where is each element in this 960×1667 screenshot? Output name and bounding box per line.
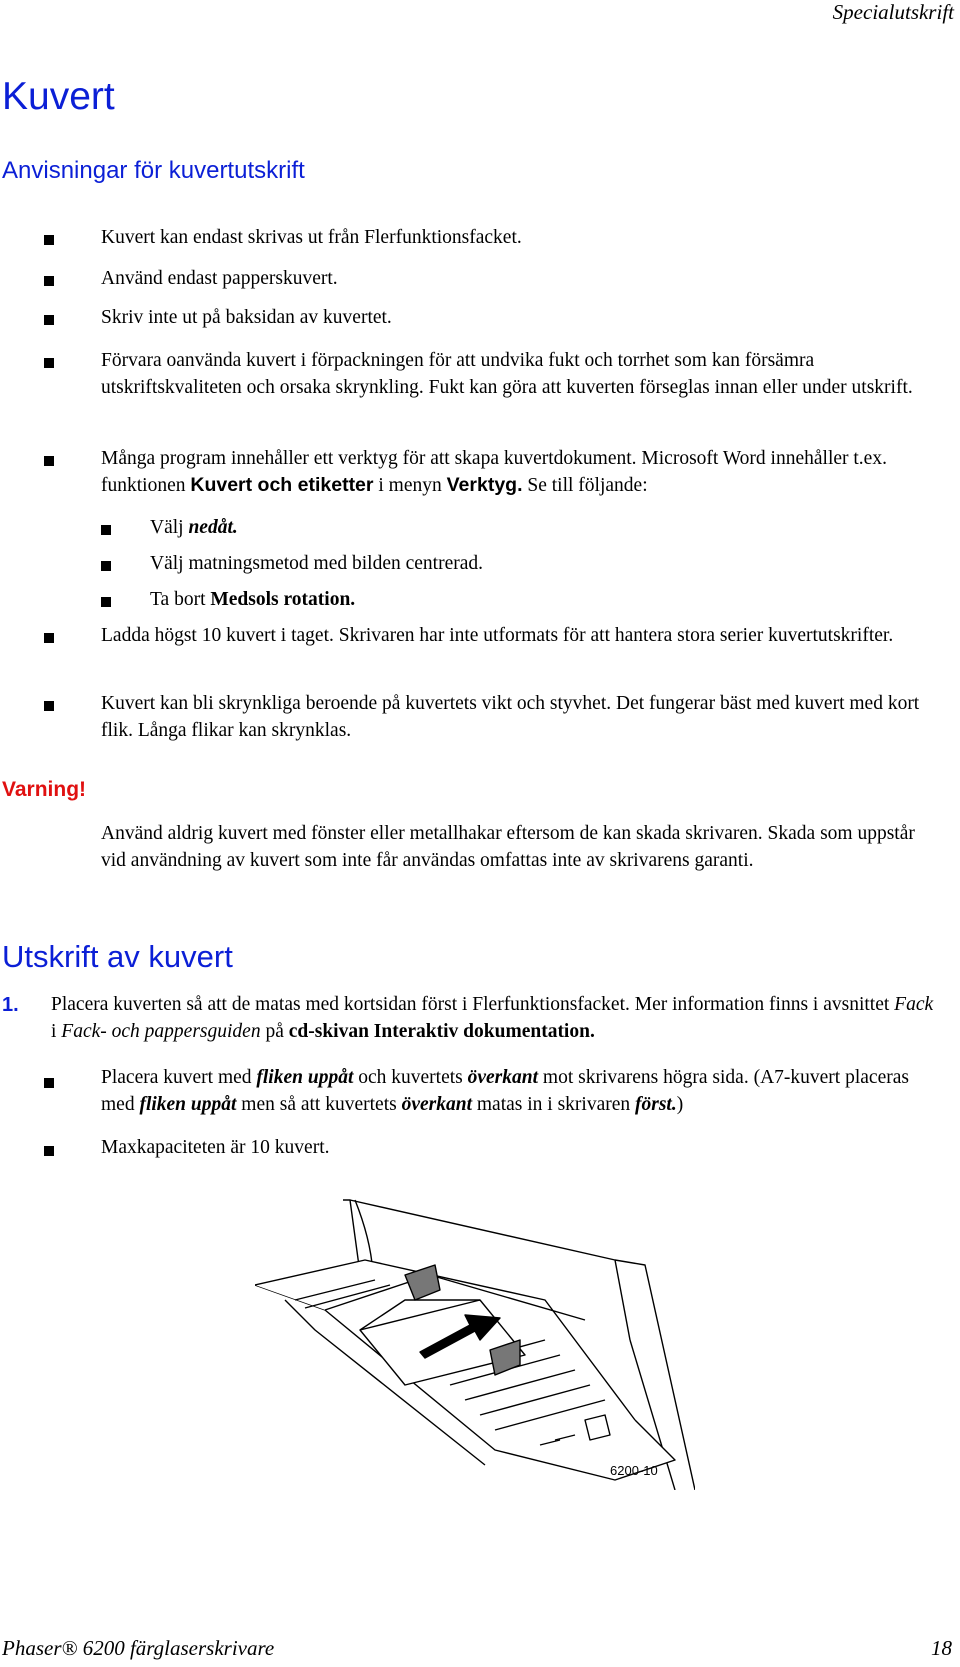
warning-label: Varning! — [2, 778, 87, 801]
bullet-item: Ladda högst 10 kuvert i taget. Skrivaren har inte utformats för att hantera stora serier kuvertutskrifter. — [101, 625, 894, 646]
bullet-item: Maxkapaciteten är 10 kuvert. — [101, 1137, 330, 1158]
bullet-item: Många program innehåller ett verktyg för att skapa kuvertdokument. Microsoft Word innehåller t.ex. funktionen Kuvert och etiketter i menyn Verktyg. Se till följande: — [101, 448, 887, 496]
bullet-square — [44, 701, 54, 711]
page-number: 18 — [931, 1636, 952, 1660]
bullet-item: Använd endast papperskuvert. — [101, 268, 338, 289]
warning-text: Använd aldrig kuvert med fönster eller metallhakar eftersom de kan skada skrivaren. Skada som uppstår vid användning av kuvert som inte får användas omfattas inte av skrivarens garanti. — [101, 823, 915, 871]
footer-title: Phaser® 6200 färglaserskrivare — [2, 1636, 275, 1660]
bullet-item: Kuvert kan bli skrynkliga beroende på kuvertets vikt och styvhet. Det fungerar bäst med kuvert med kort flik. Långa flikar kan skrynklas. — [101, 693, 920, 741]
bullet-item: Placera kuvert med fliken uppåt och kuvertets överkant mot skrivarens högra sida. (A7-kuvert placeras med fliken uppåt men så att kuvertets överkant matas in i skrivaren först.) — [101, 1067, 909, 1115]
page-title: Kuvert — [2, 75, 115, 118]
guidelines-heading: Anvisningar för kuvertutskrift — [2, 157, 305, 184]
bullet-square — [44, 456, 54, 466]
sub-bullet-item: Välj matningsmetod med bilden centrerad. — [150, 553, 484, 574]
bullet-square — [44, 633, 54, 643]
sub-bullet-square — [101, 561, 111, 571]
sub-bullet-square — [101, 597, 111, 607]
bullet-item: Skriv inte ut på baksidan av kuvertet. — [101, 307, 392, 328]
bullet-square — [44, 235, 54, 245]
step-text: Placera kuverten så att de matas med kortsidan först i Flerfunktionsfacket. Mer information finns i avsnittet Fack i Fack- och pappersguiden på cd-skivan Interaktiv dokumentation. — [51, 994, 934, 1042]
bullet-square — [44, 315, 54, 325]
envelope-tray-illustration — [255, 1190, 695, 1490]
sub-bullet-item: Välj nedåt. — [150, 517, 238, 538]
bullet-item: Kuvert kan endast skrivas ut från Flerfunktionsfacket. — [101, 227, 522, 248]
sub-bullet-square — [101, 525, 111, 535]
bullet-square — [44, 358, 54, 368]
sub-bullet-item: Ta bort Medsols rotation. — [150, 589, 356, 610]
bullet-square — [44, 1078, 54, 1088]
print-heading: Utskrift av kuvert — [2, 939, 233, 974]
bullet-square — [44, 1146, 54, 1156]
bullet-item: Förvara oanvända kuvert i förpackningen för att undvika fukt och torrhet som kan försämra utskriftskvaliteten och orsaka skrynkling. Fukt kan göra att kuverten förseglas innan eller under utskrift. — [101, 350, 913, 398]
figure-label: 6200-10 — [610, 1463, 658, 1478]
running-header: Specialutskrift — [832, 0, 954, 24]
step-number: 1. — [2, 994, 19, 1016]
bullet-square — [44, 276, 54, 286]
